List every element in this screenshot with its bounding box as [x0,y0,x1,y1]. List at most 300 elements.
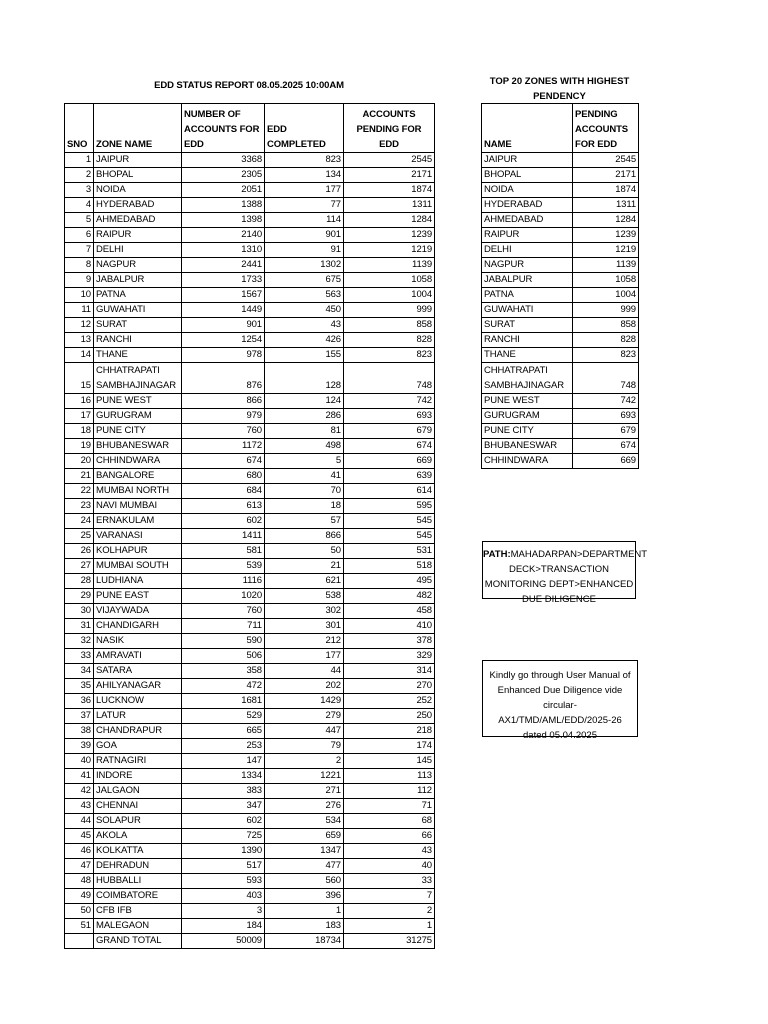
top-zone-pending: 828 [573,333,639,348]
top-zone-row [482,258,639,273]
row-pending: 66 [344,829,435,844]
row-completed: 823 [265,153,344,168]
row-zone-name: PUNE WEST [94,394,182,409]
grand-total-accounts: 50009 [182,934,265,949]
row-accounts: 253 [182,739,265,754]
top-zone-row [482,424,639,439]
top-zone-pending: 1004 [573,288,639,303]
row-completed: 901 [265,228,344,243]
row-completed: 1302 [265,258,344,273]
row-zone-name: AHMEDABAD [94,213,182,228]
top-zone-name: BHUBANESWAR [482,439,573,454]
table-row [65,739,435,754]
row-zone-name: RANCHI [94,333,182,348]
row-pending: 595 [344,499,435,514]
col-header-zone: ZONE NAME [94,104,182,153]
navigation-path-box [482,541,648,605]
row-sno: 50 [65,904,94,919]
row-accounts: 593 [182,874,265,889]
top-zone-pending: 679 [573,424,639,439]
top-zone-row [482,243,639,258]
row-completed: 866 [265,529,344,544]
row-sno: 29 [65,589,94,604]
row-zone-name: DELHI [94,243,182,258]
top-zone-name: PATNA [482,288,573,303]
row-pending: 410 [344,619,435,634]
row-zone-name: NAGPUR [94,258,182,273]
row-pending: 252 [344,694,435,709]
row-sno: 3 [65,183,94,198]
row-sno: 27 [65,559,94,574]
row-sno: 38 [65,724,94,739]
row-zone-name: LATUR [94,709,182,724]
row-accounts: 590 [182,634,265,649]
table-row [65,859,435,874]
top-zone-name: NOIDA [482,183,573,198]
row-accounts: 472 [182,679,265,694]
top-zone-pending: 1058 [573,273,639,288]
col-header-completed: EDD COMPLETED [265,104,344,153]
row-zone-name: AMRAVATI [94,649,182,664]
row-sno: 28 [65,574,94,589]
row-sno: 34 [65,664,94,679]
report-title: EDD STATUS REPORT 08.05.2025 10:00AM [154,80,344,91]
row-accounts: 711 [182,619,265,634]
row-zone-name: VIJAYWADA [94,604,182,619]
row-accounts: 602 [182,814,265,829]
row-accounts: 347 [182,799,265,814]
row-accounts: 1116 [182,574,265,589]
row-sno: 14 [65,348,94,363]
row-pending: 545 [344,529,435,544]
table-row [65,258,435,273]
top-zone-pending: 1219 [573,243,639,258]
row-pending: 531 [344,544,435,559]
table-row [65,874,435,889]
table-row [65,634,435,649]
top-zone-row [482,394,639,409]
row-pending: 545 [344,514,435,529]
row-pending: 218 [344,724,435,739]
table-row [65,198,435,213]
table-row [65,363,435,394]
row-accounts: 760 [182,424,265,439]
row-pending: 1004 [344,288,435,303]
row-zone-name: AKOLA [94,829,182,844]
row-accounts: 725 [182,829,265,844]
row-accounts: 1388 [182,198,265,213]
row-sno: 21 [65,469,94,484]
table-row [65,424,435,439]
row-pending: 1058 [344,273,435,288]
table-row [65,694,435,709]
row-accounts: 517 [182,859,265,874]
row-zone-name: JALGAON [94,784,182,799]
top-zone-row [482,288,639,303]
row-pending: 145 [344,754,435,769]
grand-total-sno [65,934,94,949]
row-pending: 669 [344,454,435,469]
row-sno: 13 [65,333,94,348]
col-header-sno: SNO [65,104,94,153]
top-zone-row [482,273,639,288]
row-completed: 276 [265,799,344,814]
top-zone-row [482,409,639,424]
table-row [65,844,435,859]
row-completed: 5 [265,454,344,469]
row-accounts: 1334 [182,769,265,784]
table-row [65,318,435,333]
row-accounts: 674 [182,454,265,469]
row-accounts: 1411 [182,529,265,544]
row-sno: 41 [65,769,94,784]
row-pending: 1311 [344,198,435,213]
row-zone-name: PUNE EAST [94,589,182,604]
row-pending: 2 [344,904,435,919]
row-completed: 183 [265,919,344,934]
row-completed: 396 [265,889,344,904]
row-accounts: 2140 [182,228,265,243]
row-completed: 534 [265,814,344,829]
row-accounts: 1310 [182,243,265,258]
row-completed: 91 [265,243,344,258]
row-pending: 33 [344,874,435,889]
row-sno: 22 [65,484,94,499]
row-sno: 44 [65,814,94,829]
row-accounts: 383 [182,784,265,799]
row-accounts: 602 [182,514,265,529]
row-pending: 2545 [344,153,435,168]
top-zone-name: CHHATRAPATI SAMBHAJINAGAR [482,363,573,394]
top-header-row [482,104,639,153]
top-zone-name: AHMEDABAD [482,213,573,228]
row-zone-name: LUCKNOW [94,694,182,709]
row-accounts: 760 [182,604,265,619]
row-sno: 23 [65,499,94,514]
row-zone-name: CHANDRAPUR [94,724,182,739]
table-row [65,529,435,544]
top-zone-pending: 1139 [573,258,639,273]
row-sno: 6 [65,228,94,243]
row-sno: 16 [65,394,94,409]
top-zone-row [482,168,639,183]
top-zone-pending: 823 [573,348,639,363]
top-zones-title: TOP 20 ZONES WITH HIGHEST PENDENCY [489,76,630,102]
table-row [65,559,435,574]
table-row [65,919,435,934]
row-zone-name: KOLKATTA [94,844,182,859]
row-zone-name: BANGALORE [94,469,182,484]
table-row [65,303,435,318]
row-zone-name: GOA [94,739,182,754]
row-zone-name: INDORE [94,769,182,784]
row-accounts: 184 [182,919,265,934]
row-completed: 279 [265,709,344,724]
row-zone-name: HUBBALLI [94,874,182,889]
row-zone-name: AHILYANAGAR [94,679,182,694]
row-sno: 12 [65,318,94,333]
top-zone-row [482,303,639,318]
row-pending: 495 [344,574,435,589]
row-sno: 1 [65,153,94,168]
row-pending: 999 [344,303,435,318]
row-accounts: 979 [182,409,265,424]
row-zone-name: RATNAGIRI [94,754,182,769]
row-accounts: 1567 [182,288,265,303]
row-completed: 1429 [265,694,344,709]
row-accounts: 1398 [182,213,265,228]
table-row [65,709,435,724]
table-row [65,394,435,409]
row-completed: 447 [265,724,344,739]
row-pending: 679 [344,424,435,439]
row-completed: 2 [265,754,344,769]
top-zone-name: JAIPUR [482,153,573,168]
row-accounts: 901 [182,318,265,333]
row-zone-name: DEHRADUN [94,859,182,874]
top-zone-name: JABALPUR [482,273,573,288]
table-row [65,769,435,784]
row-zone-name: PATNA [94,288,182,303]
row-sno: 17 [65,409,94,424]
row-zone-name: JAIPUR [94,153,182,168]
row-accounts: 680 [182,469,265,484]
row-accounts: 581 [182,544,265,559]
row-completed: 301 [265,619,344,634]
row-sno: 33 [65,649,94,664]
top-zone-pending: 858 [573,318,639,333]
row-accounts: 2051 [182,183,265,198]
top-zone-name: NAGPUR [482,258,573,273]
top-zones-table [481,103,639,469]
top-zone-pending: 693 [573,409,639,424]
row-zone-name: VARANASI [94,529,182,544]
top-zone-row [482,333,639,348]
row-zone-name: SURAT [94,318,182,333]
top-zone-row [482,183,639,198]
top-zone-name: DELHI [482,243,573,258]
row-accounts: 1390 [182,844,265,859]
row-sno: 48 [65,874,94,889]
row-zone-name: KOLHAPUR [94,544,182,559]
table-row [65,228,435,243]
table-row [65,514,435,529]
top-zone-name: GURUGRAM [482,409,573,424]
top-zone-row [482,454,639,469]
row-completed: 114 [265,213,344,228]
row-zone-name: NAVI MUMBAI [94,499,182,514]
top-zone-name: PUNE CITY [482,424,573,439]
row-accounts: 1681 [182,694,265,709]
row-sno: 31 [65,619,94,634]
row-zone-name: JABALPUR [94,273,182,288]
row-completed: 21 [265,559,344,574]
row-completed: 43 [265,318,344,333]
row-accounts: 2441 [182,258,265,273]
row-completed: 1 [265,904,344,919]
row-zone-name: ERNAKULAM [94,514,182,529]
row-zone-name: MUMBAI NORTH [94,484,182,499]
top-zone-name: PUNE WEST [482,394,573,409]
table-row [65,754,435,769]
row-accounts: 684 [182,484,265,499]
path-text: MAHADARPAN>DEPARTMENT DECK>TRANSACTION MONITORING DEPT>ENHANCED DUE DILIGENCE [484,549,648,605]
row-zone-name: NASIK [94,634,182,649]
row-completed: 286 [265,409,344,424]
table-row [65,829,435,844]
row-completed: 538 [265,589,344,604]
table-row [65,273,435,288]
top-zone-name: RANCHI [482,333,573,348]
row-zone-name: CHHATRAPATI SAMBHAJINAGAR [94,363,182,394]
row-completed: 271 [265,784,344,799]
top-zone-pending: 669 [573,454,639,469]
row-sno: 43 [65,799,94,814]
row-accounts: 147 [182,754,265,769]
row-pending: 639 [344,469,435,484]
row-completed: 18 [265,499,344,514]
row-zone-name: NOIDA [94,183,182,198]
row-zone-name: CHENNAI [94,799,182,814]
row-sno: 51 [65,919,94,934]
row-sno: 10 [65,288,94,303]
row-pending: 71 [344,799,435,814]
row-completed: 155 [265,348,344,363]
table-row [65,619,435,634]
row-zone-name: CHANDIGARH [94,619,182,634]
top-zone-pending: 1311 [573,198,639,213]
row-pending: 113 [344,769,435,784]
top-zone-pending: 674 [573,439,639,454]
row-sno: 37 [65,709,94,724]
table-row [65,664,435,679]
row-accounts: 2305 [182,168,265,183]
row-zone-name: BHOPAL [94,168,182,183]
row-sno: 39 [65,739,94,754]
top-zone-row [482,228,639,243]
row-pending: 174 [344,739,435,754]
row-completed: 202 [265,679,344,694]
table-row [65,604,435,619]
top-zone-name: HYDERABAD [482,198,573,213]
row-zone-name: MALEGAON [94,919,182,934]
row-accounts: 3 [182,904,265,919]
table-row [65,243,435,258]
row-pending: 329 [344,649,435,664]
row-zone-name: PUNE CITY [94,424,182,439]
row-pending: 112 [344,784,435,799]
row-pending: 1874 [344,183,435,198]
table-row [65,484,435,499]
table-row [65,589,435,604]
row-pending: 40 [344,859,435,874]
row-accounts: 1172 [182,439,265,454]
top-zone-row [482,198,639,213]
row-sno: 36 [65,694,94,709]
row-completed: 70 [265,484,344,499]
row-accounts: 665 [182,724,265,739]
row-sno: 46 [65,844,94,859]
table-row [65,153,435,168]
table-row [65,799,435,814]
row-sno: 8 [65,258,94,273]
row-completed: 302 [265,604,344,619]
col-header-accounts: NUMBER OF ACCOUNTS FOR EDD [182,104,265,153]
grand-total-row [65,934,435,949]
table-row [65,904,435,919]
top-zone-name: GUWAHATI [482,303,573,318]
row-zone-name: COIMBATORE [94,889,182,904]
top-zone-pending: 748 [573,363,639,394]
row-zone-name: CFB IFB [94,904,182,919]
top-zone-row [482,153,639,168]
row-completed: 1347 [265,844,344,859]
row-completed: 212 [265,634,344,649]
row-accounts: 1733 [182,273,265,288]
row-sno: 24 [65,514,94,529]
table-row [65,724,435,739]
row-zone-name: BHUBANESWAR [94,439,182,454]
table-row [65,454,435,469]
row-accounts: 1020 [182,589,265,604]
row-sno: 5 [65,213,94,228]
row-sno: 49 [65,889,94,904]
top-zone-row [482,439,639,454]
row-pending: 674 [344,439,435,454]
row-pending: 693 [344,409,435,424]
row-sno: 40 [65,754,94,769]
top-col-header-name: NAME [482,104,573,153]
row-zone-name: MUMBAI SOUTH [94,559,182,574]
row-sno: 11 [65,303,94,318]
row-sno: 26 [65,544,94,559]
top-zone-name: THANE [482,348,573,363]
row-sno: 19 [65,439,94,454]
row-completed: 128 [265,363,344,394]
table-row [65,348,435,363]
row-sno: 25 [65,529,94,544]
row-sno: 42 [65,784,94,799]
top-zone-pending: 2171 [573,168,639,183]
row-completed: 177 [265,183,344,198]
grand-total-pending: 31275 [344,934,435,949]
row-zone-name: SATARA [94,664,182,679]
table-row [65,168,435,183]
table-row [65,288,435,303]
row-pending: 378 [344,634,435,649]
table-row [65,679,435,694]
row-pending: 1239 [344,228,435,243]
grand-total-completed: 18734 [265,934,344,949]
row-completed: 77 [265,198,344,213]
row-accounts: 978 [182,348,265,363]
user-manual-note: Kindly go through User Manual of Enhanced Due Diligence vide circular-AX1/TMD/AML/EDD/2025-26 dated 05.04.2025 [482,660,638,737]
top-zone-row [482,348,639,363]
row-pending: 43 [344,844,435,859]
row-zone-name: THANE [94,348,182,363]
row-accounts: 3368 [182,153,265,168]
row-pending: 314 [344,664,435,679]
row-sno: 32 [65,634,94,649]
top-zone-pending: 1284 [573,213,639,228]
table-row [65,814,435,829]
row-pending: 2171 [344,168,435,183]
table-row [65,499,435,514]
row-completed: 560 [265,874,344,889]
edd-status-table [64,103,435,949]
table-header-row [65,104,435,153]
row-sno: 15 [65,363,94,394]
